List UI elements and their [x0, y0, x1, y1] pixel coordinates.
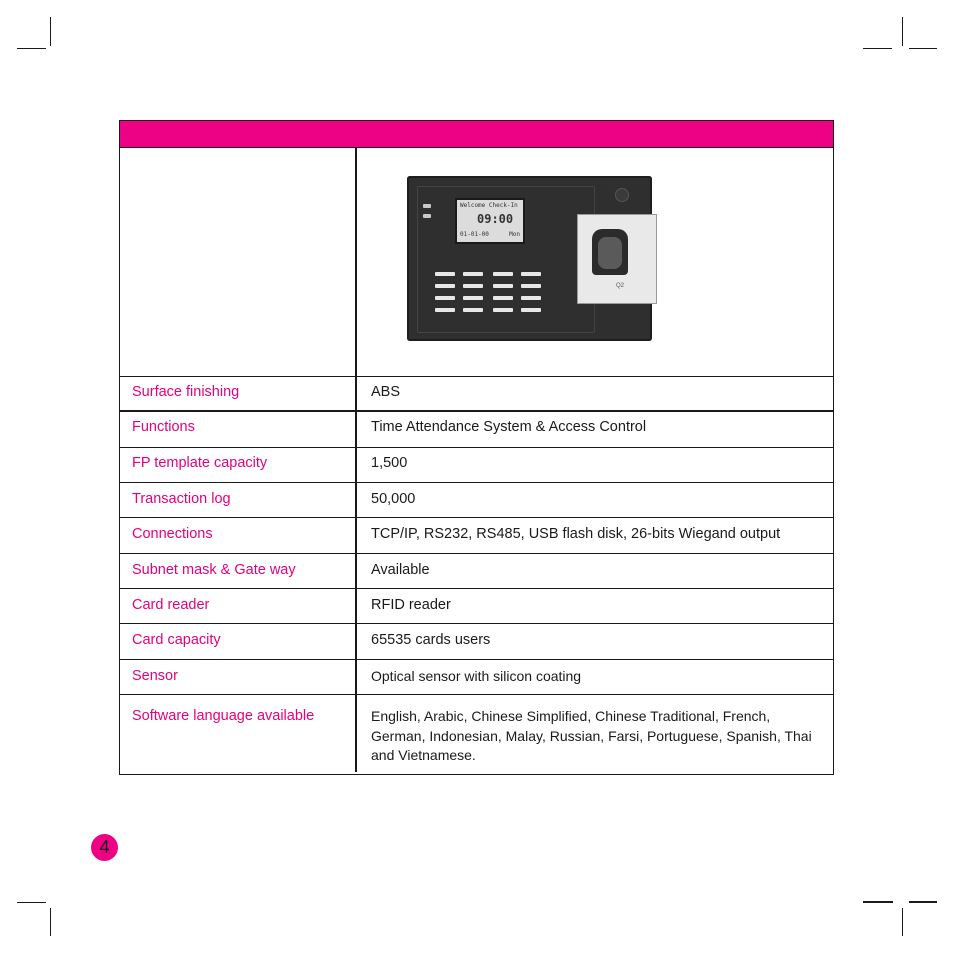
spec-label: Sensor — [132, 668, 178, 684]
table-header-bar — [120, 121, 833, 148]
page-number: 4 — [91, 834, 118, 861]
spec-label: Software language available — [132, 708, 315, 724]
screen-day: Mon — [509, 231, 520, 238]
spec-row — [120, 447, 833, 483]
keypad-key — [435, 284, 455, 288]
model-label: Q2 — [616, 283, 625, 289]
spec-value: 1,500 — [371, 455, 408, 471]
keypad-key — [521, 296, 541, 300]
device-screen — [455, 198, 525, 244]
spec-value: Available — [371, 562, 430, 578]
keypad-key — [435, 296, 455, 300]
keypad-key — [521, 308, 541, 312]
fingerprint-sensor — [577, 214, 657, 304]
spec-row — [120, 553, 833, 589]
product-image-cell — [357, 148, 833, 376]
spec-label: Transaction log — [132, 491, 231, 507]
spec-row — [120, 659, 833, 695]
keypad-key — [493, 308, 513, 312]
spec-value: 65535 cards users — [371, 632, 491, 648]
keypad-key — [463, 296, 483, 300]
spec-value: Optical sensor with silicon coating — [371, 668, 582, 684]
keypad-key — [521, 272, 541, 276]
crop-mark — [909, 901, 937, 903]
keypad-key — [493, 296, 513, 300]
screen-date: 01-01-00 — [460, 231, 489, 238]
keypad-key — [521, 284, 541, 288]
keypad-key — [435, 272, 455, 276]
keypad-key — [463, 284, 483, 288]
crop-mark — [902, 17, 903, 46]
led-indicator — [423, 214, 431, 218]
spec-value: English, Arabic, Chinese Simplified, Chinese Traditional, French, German, Indonesian, Malay, Russian, Farsi, Portuguese, Spanish, Thai and Vietnamese. — [371, 708, 812, 763]
spec-row — [120, 623, 833, 660]
spec-row — [120, 694, 833, 773]
keypad-key — [463, 308, 483, 312]
led-indicator — [423, 204, 431, 208]
keypad-key — [493, 272, 513, 276]
spec-table — [119, 120, 834, 775]
screen-greeting: Welcome Check-In — [460, 202, 518, 209]
fingerprint-window — [592, 229, 628, 275]
crop-mark — [50, 17, 51, 46]
crop-mark — [17, 902, 46, 903]
camera-icon — [615, 188, 629, 202]
product-image — [407, 176, 652, 341]
spec-row — [120, 410, 833, 447]
spec-row — [120, 588, 833, 624]
spec-value: 50,000 — [371, 491, 416, 507]
crop-mark — [863, 901, 893, 903]
spec-label: Connections — [132, 526, 213, 542]
crop-mark — [50, 908, 51, 936]
spec-value: RFID reader — [371, 597, 451, 613]
crop-mark — [863, 48, 892, 49]
crop-mark — [902, 908, 903, 936]
spec-value: ABS — [371, 384, 401, 400]
spec-label: Surface finishing — [132, 384, 240, 400]
spec-label: Card capacity — [132, 632, 221, 648]
keypad-key — [463, 272, 483, 276]
keypad-key — [493, 284, 513, 288]
keypad-key — [435, 308, 455, 312]
spec-label: Subnet mask & Gate way — [132, 562, 296, 578]
crop-mark — [909, 48, 937, 49]
spec-label: Card reader — [132, 597, 210, 613]
spec-row — [120, 376, 833, 411]
spec-row — [120, 482, 833, 518]
spec-label: Functions — [132, 419, 195, 435]
spec-label: FP template capacity — [132, 455, 268, 471]
spec-value: Time Attendance System & Access Control — [371, 419, 647, 435]
screen-time: 09:00 — [477, 212, 514, 226]
spec-value: TCP/IP, RS232, RS485, USB flash disk, 26-bits Wiegand output — [371, 526, 781, 542]
spec-row — [120, 517, 833, 554]
crop-mark — [17, 48, 46, 49]
